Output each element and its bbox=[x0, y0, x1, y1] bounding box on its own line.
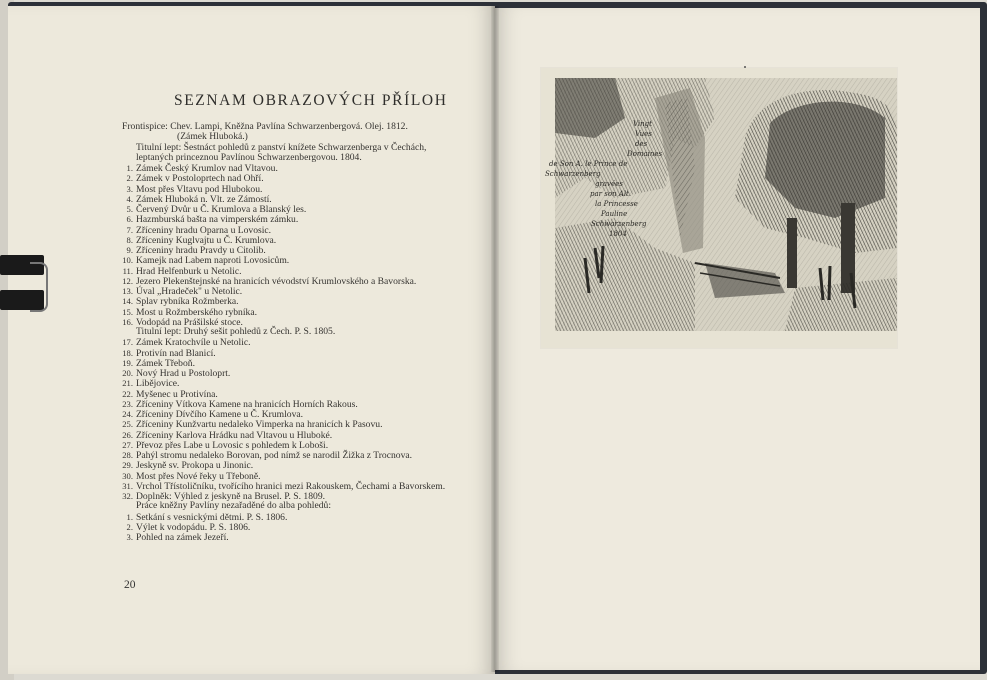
item-number: 15. bbox=[122, 306, 133, 317]
item-number: 25. bbox=[122, 419, 133, 430]
etching-image bbox=[545, 78, 897, 331]
item-number: 8. bbox=[126, 234, 133, 245]
inscription-line: Pauline bbox=[601, 210, 628, 218]
item-text: Převoz přes Labe u Lovosic s pohledem k Loboši. bbox=[136, 439, 329, 451]
item-number: 2. bbox=[126, 173, 133, 184]
inscription-line: de Son A. le Prince de bbox=[549, 160, 628, 168]
item-number: 10. bbox=[122, 255, 133, 266]
item-text: Titulní lept: Šestnáct pohledů z panství knížete Schwarzenberga v Čechách, bbox=[136, 141, 427, 153]
item-text: Výlet k vodopádu. P. S. 1806. bbox=[136, 521, 251, 533]
item-number: 17. bbox=[122, 337, 133, 348]
inscription-line: des bbox=[635, 140, 648, 148]
list-heading: SEZNAM OBRAZOVÝCH PŘÍLOH bbox=[174, 92, 448, 109]
item-number: 12. bbox=[122, 275, 133, 286]
item-number: 30. bbox=[122, 470, 133, 481]
binder-clip-wire bbox=[30, 262, 48, 312]
illustration-list-item bbox=[136, 327, 335, 337]
inscription-line: Vues bbox=[635, 130, 652, 138]
item-text: Most přes Vltavu pod Hlubokou. bbox=[136, 183, 263, 195]
item-number: 23. bbox=[122, 398, 133, 409]
illustration-list-item bbox=[136, 501, 331, 511]
item-number: 26. bbox=[122, 429, 133, 440]
item-text: Protivín nad Blanicí. bbox=[136, 347, 216, 359]
item-text: Zámek Hluboká n. Vlt. ze Zámostí. bbox=[136, 193, 272, 205]
item-number: 14. bbox=[122, 296, 133, 307]
item-text: (Zámek Hluboká.) bbox=[177, 131, 248, 143]
item-number: 19. bbox=[122, 357, 133, 368]
item-number: 4. bbox=[126, 193, 133, 204]
item-text: Zámek Třeboň. bbox=[136, 357, 195, 369]
item-text: Splav rybníka Rožmberka. bbox=[136, 296, 239, 308]
item-text: Frontispice: Chev. Lampi, Kněžna Pavlína Schwarzenbergová. Olej. 1812. bbox=[122, 121, 408, 132]
item-text: Hazmburská bašta na vimperském zámku. bbox=[136, 214, 299, 226]
item-text: Zámek v Postoloprtech nad Ohří. bbox=[136, 173, 264, 185]
item-text: Nový Hrad u Postoloprt. bbox=[136, 368, 231, 379]
item-text: Pahýl stromu nedaleko Borovan, pod nímž se narodil Žižka z Trocnova. bbox=[136, 450, 413, 461]
item-number: 3. bbox=[126, 532, 133, 542]
item-number: 32. bbox=[122, 491, 133, 501]
item-number: 21. bbox=[122, 378, 133, 389]
item-text: Zříceniny Vítkova Kamene na hranicích Horních Rakous. bbox=[136, 398, 358, 410]
item-text: Zámek Kratochvíle u Netolic. bbox=[136, 337, 251, 349]
item-number: 11. bbox=[122, 265, 133, 276]
item-text: Úval „Hradeček" u Netolic. bbox=[136, 286, 243, 297]
item-text: Zříceniny Kuglvajtu u Č. Krumlova. bbox=[136, 234, 277, 246]
item-text: Zříceniny hradu Pravdy u Citolib. bbox=[136, 245, 266, 256]
item-number: 2. bbox=[126, 521, 133, 532]
item-number: 7. bbox=[126, 224, 133, 235]
item-number: 6. bbox=[126, 214, 133, 225]
item-text: Zříceniny Dívčího Kamene u Č. Krumlova. bbox=[136, 409, 304, 420]
item-number: 31. bbox=[122, 480, 133, 491]
inscription-line: 1804 bbox=[609, 230, 627, 238]
item-number: 5. bbox=[126, 204, 133, 214]
item-text: Most u Rožmberského rybníka. bbox=[136, 306, 257, 318]
inscription-line: Domaines bbox=[627, 150, 663, 158]
item-number: 27. bbox=[122, 439, 133, 450]
item-text: Zříceniny Kunžvartu nedaleko Vimperka na hranicích k Pasovu. bbox=[136, 419, 383, 431]
item-number: 9. bbox=[126, 245, 133, 255]
item-text: leptaných princeznou Pavlínou Schwarzenbergovou. 1804. bbox=[136, 151, 362, 163]
item-text: Zámek Český Krumlov nad Vltavou. bbox=[136, 163, 278, 174]
item-number: 18. bbox=[122, 347, 133, 358]
item-number: 24. bbox=[122, 409, 133, 419]
illustration-list-item bbox=[122, 122, 408, 132]
book-gutter bbox=[491, 6, 499, 672]
item-text: Vodopád na Prášilské stoce. bbox=[136, 316, 243, 328]
item-number: 1. bbox=[126, 511, 133, 522]
item-number: 29. bbox=[122, 460, 133, 471]
item-text: Vrchol Třístoličníku, tvořícího hranici mezi Rakouskem, Čechami a Bavorskem. bbox=[136, 480, 446, 492]
item-number: 20. bbox=[122, 368, 133, 378]
item-text: Zříceniny Karlova Hrádku nad Vltavou u Hluboké. bbox=[136, 429, 333, 441]
page-number: 20 bbox=[124, 579, 136, 591]
item-text: Libějovice. bbox=[136, 378, 180, 390]
item-number: 16. bbox=[122, 316, 133, 327]
inscription-line: Schwarzenberg bbox=[545, 170, 601, 178]
item-text: Práce kněžny Pavlíny nezařaděné do alba pohledů: bbox=[136, 500, 331, 512]
item-text: Jezero Plekenštejnské na hranicích vévodství Krumlovského a Bavorska. bbox=[136, 275, 417, 287]
inscription-line: la Princesse bbox=[595, 200, 638, 208]
item-number: 22. bbox=[122, 388, 133, 399]
illustration-list-item bbox=[136, 153, 362, 163]
item-text: Jeskyně sv. Prokopa u Jinonic. bbox=[136, 460, 254, 472]
item-text: Kamejk nad Labem naproti Lovosicům. bbox=[136, 255, 290, 267]
item-text: Pohled na zámek Jezeří. bbox=[136, 532, 229, 543]
illustration-list-item bbox=[122, 532, 229, 543]
item-number: 13. bbox=[122, 286, 133, 296]
item-text: Zříceniny hradu Oparna u Lovosic. bbox=[136, 224, 272, 236]
item-number: 28. bbox=[122, 450, 133, 460]
inscription-line: Vingt bbox=[633, 120, 652, 128]
item-text: Most přes Nové řeky u Třeboně. bbox=[136, 470, 261, 482]
item-text: Červený Dvůr u Č. Krumlova a Blanský les. bbox=[136, 204, 307, 215]
inscription-line: Schwarzenberg bbox=[591, 220, 647, 228]
inscription-line: gravées bbox=[595, 180, 623, 188]
item-text: Titulní lept: Druhý sešit pohledů z Čech. P. S. 1805. bbox=[136, 326, 336, 337]
inscription-line: par son Alt. bbox=[590, 190, 632, 198]
item-text: Myšenec u Protivína. bbox=[136, 388, 218, 400]
item-text: Setkání s vesnickými dětmi. P. S. 1806. bbox=[136, 511, 288, 523]
item-number: 3. bbox=[126, 183, 133, 194]
item-number: 1. bbox=[126, 163, 133, 173]
item-text: Hrad Helfenburk u Netolic. bbox=[136, 265, 242, 277]
item-text: Doplněk: Výhled z jeskyně na Brusel. P. S. 1809. bbox=[136, 491, 326, 502]
